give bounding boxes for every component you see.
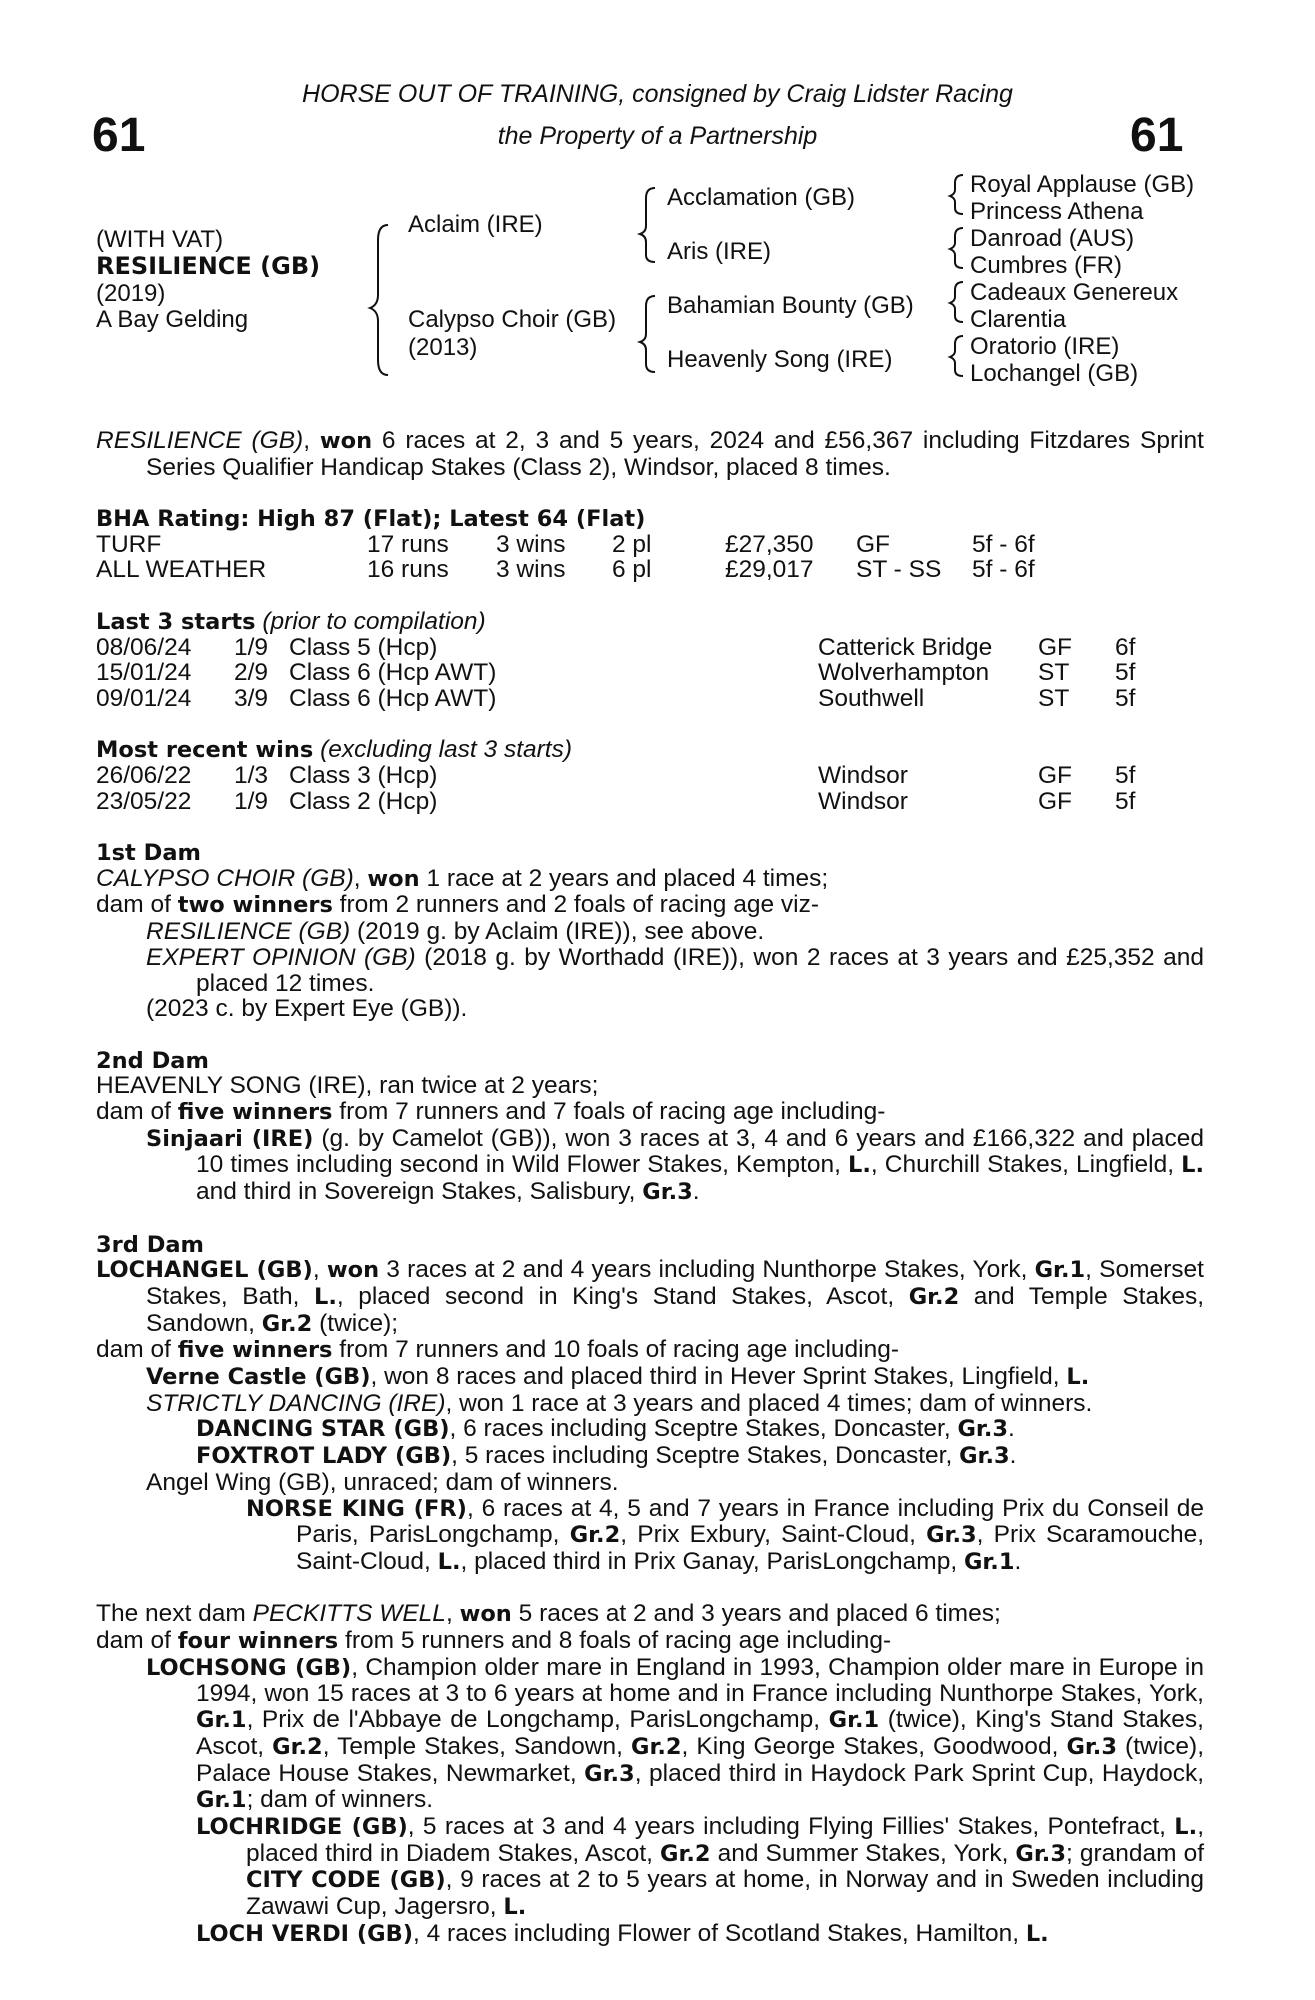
pedigree-gg7: Oratorio (IRE) [970, 333, 1120, 360]
horse-name: RESILIENCE (GB) [96, 252, 321, 280]
catalogue-content [96, 428, 1204, 1947]
produce-entry: Sinjaari (IRE) (g. by Camelot (GB)), won 3 races at 3, 4 and 6 years and £166,322 and placed 10 times including second in Wild Flower Stakes, Kempton, L., Churchill Stakes, Lingfield, L. and third in Sovereign Stakes, Salisbury, Gr.3. [146, 1124, 1204, 1206]
pedigree-gg4: Cumbres (FR) [970, 252, 1123, 279]
recent-win-row: 23/05/22 1/9 Class 2 (Hcp) Windsor GF 5f [96, 787, 1136, 815]
pedigree-dam: Calypso Choir (GB) [408, 306, 617, 333]
last3-row: 15/01/24 2/9 Class 6 (Hcp AWT) Wolverhampton ST 5f [96, 659, 1136, 687]
summary-horse-name: RESILIENCE (GB) [96, 427, 304, 454]
produce-entry: Angel Wing (GB), unraced; dam of winners. [146, 1468, 619, 1496]
property-line: the Property of a Partnership [497, 122, 818, 150]
pedigree-gg6: Clarentia [970, 306, 1067, 333]
summary-text: 6 races at 2, 3 and 5 years, 2024 and £56,367 including Fitzdares Sprint Series Qualifier Handicap Stakes (Class 2), Windsor, placed 8 times. [146, 427, 1204, 481]
consignment-line: HORSE OUT OF TRAINING, consigned by Craig Lidster Racing [302, 80, 1013, 108]
produce-entry: STRICTLY DANCING (IRE), won 1 race at 3 years and placed 4 times; dam of winners. [146, 1389, 1093, 1417]
next-dam-record: The next dam PECKITTS WELL, won 5 races at 2 and 3 years and placed 6 times; [96, 1600, 1001, 1628]
pedigree-dam-sire: Bahamian Bounty (GB) [667, 292, 914, 319]
pedigree-sire-sire: Acclamation (GB) [667, 184, 856, 211]
summary-won: won [319, 428, 373, 454]
second-dam-record: HEAVENLY SONG (IRE), ran twice at 2 years; [96, 1072, 599, 1100]
pedigree-gg8: Lochangel (GB) [970, 360, 1139, 387]
pedigree-dam-year: (2013) [408, 334, 478, 361]
lot-number-left: 61 [92, 109, 146, 162]
rating-heading: BHA Rating: High 87 (Flat); Latest 64 (Flat) [96, 506, 646, 533]
horse-description: A Bay Gelding [96, 306, 249, 333]
recent-wins-heading: Most recent wins (excluding last 3 starts) [96, 736, 573, 764]
last3-row: 09/01/24 3/9 Class 6 (Hcp AWT) Southwell ST 5f [96, 684, 1136, 712]
horse-year: (2019) [96, 280, 166, 307]
produce-entry: Verne Castle (GB), won 8 races and placed third in Hever Sprint Stakes, Lingfield, L. [146, 1363, 1090, 1391]
pedigree-gg3: Danroad (AUS) [970, 225, 1135, 252]
pedigree-gg1: Royal Applause (GB) [970, 171, 1195, 198]
produce-entry: LOCHSONG (GB), Champion older mare in England in 1993, Champion older mare in Europe in 1994, won 15 races at 3 to 6 years at home and in France including Nunthorpe Stakes, York, Gr.1, Prix de l'Abbaye de Longchamp, ParisLongchamp, Gr.1 (twice), King's Stand Stakes, Ascot, Gr.2, Temple Stakes, Sandown, Gr.2, King George Stakes, Goodwood, Gr.3 (twice), Palace House Stakes, Newmarket, Gr.3, placed third in Haydock Park Sprint Cup, Haydock, Gr.1; dam of winners. [146, 1653, 1205, 1814]
third-dam-record: LOCHANGEL (GB), won 3 races at 2 and 4 years including Nunthorpe Stakes, York, Gr.1, Somerset Stakes, Bath, L., placed second in King's Stand Stakes, Ascot, Gr.2 and Temple Stakes, Sandown, Gr.2 (twice); [96, 1256, 1204, 1337]
recent-win-row: 26/06/22 1/3 Class 3 (Hcp) Windsor GF 5f [96, 761, 1136, 789]
first-dam-heading: 1st Dam [96, 840, 201, 867]
rating-row-turf: TURF 17 runs 3 wins 2 pl £27,350 GF 5f - 6f [96, 530, 1035, 558]
produce-entry: EXPERT OPINION (GB) (2018 g. by Worthadd (IRE)), won 2 races at 3 years and £25,352 and placed 12 times. [146, 943, 1204, 997]
first-dam-record: CALYPSO CHOIR (GB), won 1 race at 2 years and placed 4 times; [96, 864, 829, 892]
produce-entry: DANCING STAR (GB), 6 races including Sceptre Stakes, Doncaster, Gr.3. [196, 1415, 1015, 1443]
last3-row: 08/06/24 1/9 Class 5 (Hcp) Catterick Bridge GF 6f [96, 633, 1136, 661]
third-dam-produce-summary: dam of five winners from 7 runners and 10 foals of racing age including- [96, 1336, 900, 1364]
pedigree-sire-dam: Aris (IRE) [667, 238, 771, 265]
produce-entry: FOXTROT LADY (GB), 5 races including Sceptre Stakes, Doncaster, Gr.3. [196, 1442, 1017, 1470]
rating-row-all-weather: ALL WEATHER 16 runs 3 wins 6 pl £29,017 ST - SS 5f - 6f [96, 556, 1035, 584]
produce-entry: LOCHRIDGE (GB), 5 races at 3 and 4 years including Flying Fillies' Stakes, Pontefract, L., placed third in Diadem Stakes, Ascot, Gr.2 and Summer Stakes, York, Gr.3; grandam of CITY CODE (GB), 9 races at 2 to 5 years at home, in Norway and in Sweden including Zawawi Cup, Jagersro, L. [196, 1812, 1204, 1921]
pedigree-gg5: Cadeaux Genereux [970, 279, 1179, 306]
produce-entry: RESILIENCE (GB) (2019 g. by Aclaim (IRE)), see above. [146, 918, 765, 946]
race-summary: RESILIENCE (GB), won 6 races at 2, 3 and 5 years, 2024 and £56,367 including Fitzdares Sprint Series Qualifier Handicap Stakes (Class 2), Windsor, placed 8 times. [96, 427, 1204, 481]
second-dam-heading: 2nd Dam [96, 1047, 209, 1074]
pedigree-dam-dam: Heavenly Song (IRE) [667, 346, 893, 373]
pedigree-sire: Aclaim (IRE) [408, 211, 543, 238]
second-dam-produce-summary: dam of five winners from 7 runners and 7 foals of racing age including- [96, 1098, 886, 1126]
produce-entry: (2023 c. by Expert Eye (GB)). [146, 995, 468, 1023]
lot-number-right: 61 [1130, 109, 1184, 162]
produce-entry: LOCH VERDI (GB), 4 races including Flower of Scotland Stakes, Hamilton, L. [196, 1919, 1049, 1947]
pedigree-gg2: Princess Athena [970, 198, 1144, 225]
produce-entry: NORSE KING (FR), 6 races at 4, 5 and 7 years in France including Prix du Conseil de Paris, ParisLongchamp, Gr.2, Prix Exbury, Saint-Cloud, Gr.3, Prix Scaramouche, Saint-Cloud, L., placed third in Prix Ganay, ParisLongchamp, Gr.1. [246, 1494, 1205, 1575]
vat-note: (WITH VAT) [96, 226, 224, 253]
next-dam-produce-summary: dam of four winners from 5 runners and 8 foals of racing age including- [96, 1627, 892, 1655]
last3-heading: Last 3 starts (prior to compilation) [96, 607, 486, 635]
first-dam-produce-summary: dam of two winners from 2 runners and 2 foals of racing age viz- [96, 891, 820, 919]
third-dam-heading: 3rd Dam [96, 1231, 204, 1258]
